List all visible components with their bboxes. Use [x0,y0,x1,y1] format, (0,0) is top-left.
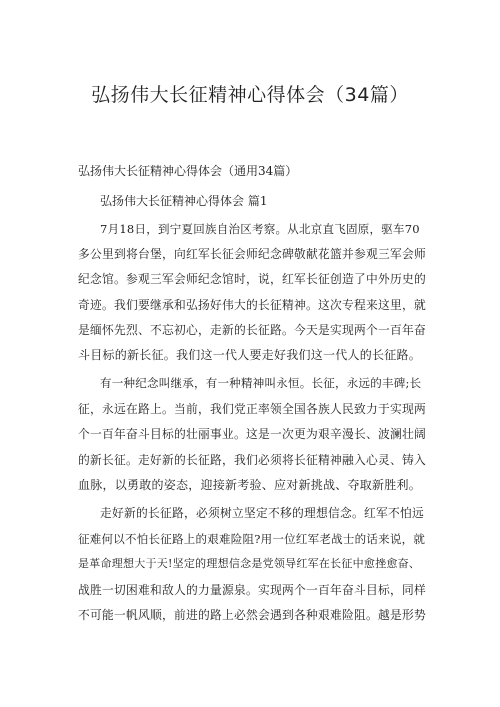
paragraph-line: 纪念馆。参观三军会师纪念馆时，说，红军长征创造了中外历史的 [78,272,426,286]
paragraph-line: 征难何以不怕长征路上的艰难险阻?用一位红军老战士的话来说，就 [78,532,426,546]
paragraph-line: 7月18日，到宁夏回族自治区考察。从北京直飞固原，驱车70 [100,222,420,236]
paragraph-line: 是革命理想大于天!坚定的理想信念是党领导红军在长征中愈挫愈奋、 [78,557,421,570]
paragraph-line: 血脉，以勇敢的姿态，迎接新考验、应对新挑战、夺取新胜利。 [78,478,422,492]
paragraph-line: 奇迹。我们要继承和弘扬好伟大的长征精神。这次专程来这里，就 [78,298,426,312]
paragraph-line: 有一种纪念叫继承，有一种精神叫永恒。长征，永远的丰碑;长 [100,376,422,390]
paragraph-line: 不可能一帆风顺，前进的路上必然会遇到各种艰难险阻。越是形势 [78,608,426,622]
document-title: 弘扬伟大长征精神心得体会（34篇） [91,84,409,106]
paragraph-line: 的新长征。走好新的长征路，我们必须将长征精神融入心灵、铸入 [78,453,426,467]
paragraph-line: 个一百年奋斗目标的壮丽事业。这是一次更为艰辛漫长、波澜壮阔 [78,427,426,441]
paragraph-line: 征，永远在路上。当前，我们党正率领全国各族人民致力于实现两 [78,402,426,416]
paragraph-line: 走好新的长征路，必须树立坚定不移的理想信念。红军不怕远 [100,506,424,520]
document-subtitle: 弘扬伟大长征精神心得体会（通用34篇） [78,164,298,178]
paragraph-line: 多公里到将台堡，向红军长征会师纪念碑敬献花篮并参观三军会师 [78,247,426,261]
paragraph-line: 战胜一切困难和敌人的力量源泉。实现两个一百年奋斗目标，同样 [78,583,426,597]
paragraph-line: 是缅怀先烈、不忘初心，走新的长征路。今天是实现两个一百年奋 [78,323,426,337]
paragraph-line: 斗目标的新长征。我们这一代人要走好我们这一代人的长征路。 [78,348,422,362]
section-heading: 弘扬伟大长征精神心得体会 篇1 [100,194,268,208]
